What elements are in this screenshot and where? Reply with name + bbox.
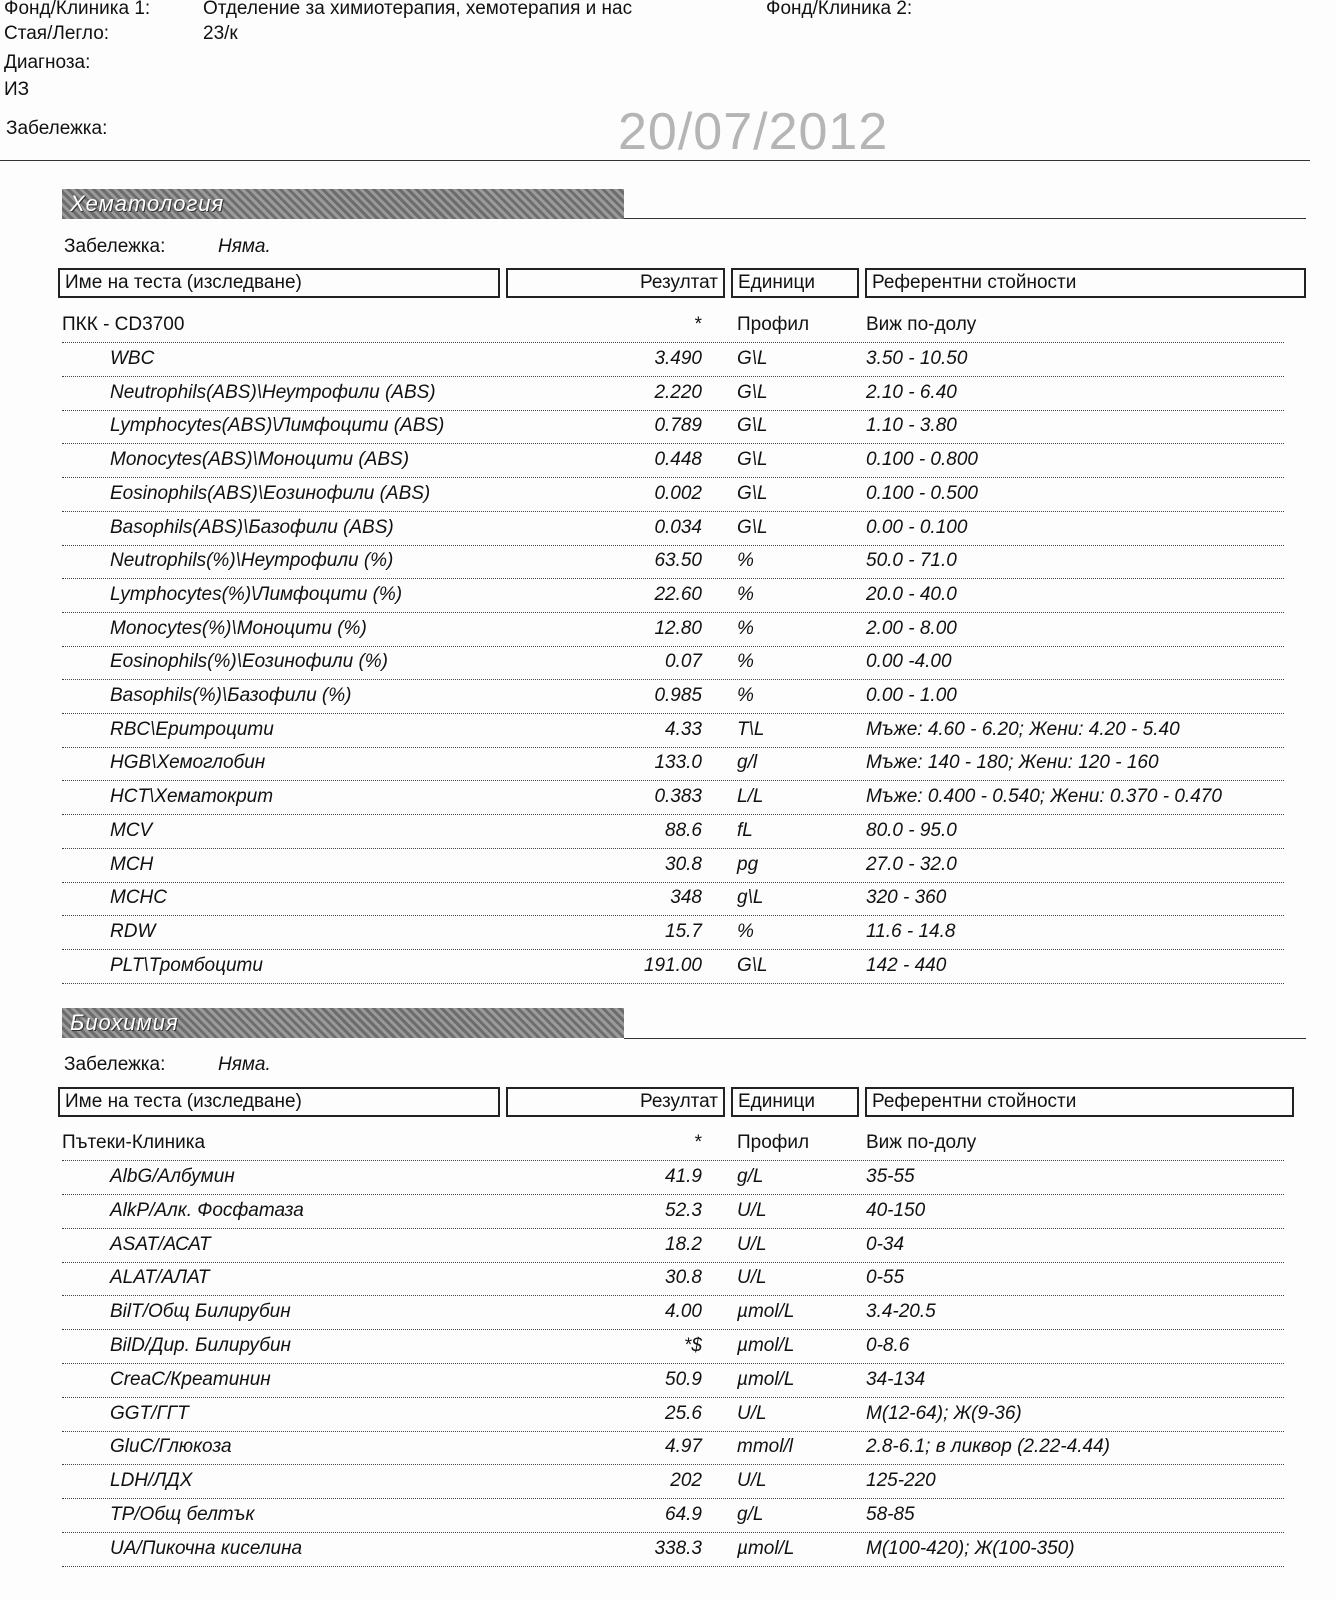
result-value: 30.8 [665,1267,702,1289]
fund1-label: Фонд/Клиника 1: [4,0,151,19]
reference-range: 40-150 [866,1199,926,1221]
unit: % [737,617,754,639]
group-ref: Виж по-долу [866,314,977,335]
reference-range: 1.10 - 3.80 [866,415,957,437]
test-name: HGB\Хемоглобин [110,752,266,774]
unit: G\L [737,415,768,437]
unit: g/l [737,752,758,774]
hema-col-test-name: Име на теста (изследване) [58,268,500,298]
result-value: 3.490 [654,348,702,369]
header-divider [0,160,1310,161]
unit: % [737,920,754,942]
group-name: ПКК - CD3700 [62,314,185,335]
table-row [62,1498,1284,1533]
result-value: 348 [670,887,702,909]
table-row [62,645,1284,680]
reference-range: 0.100 - 0.800 [866,449,978,471]
unit: % [737,651,754,673]
table-row [62,1261,1284,1296]
test-name: Basophils(ABS)\Базофили (ABS) [110,516,394,538]
hema-col-result: Резултат [506,268,725,298]
table-row [62,915,1284,950]
unit: T\L [737,718,765,740]
reference-range: 320 - 360 [866,887,947,909]
reference-range: 27.0 - 32.0 [866,853,957,875]
result-value: 4.33 [665,718,702,740]
table-row [62,477,1284,512]
unit: G\L [737,381,768,403]
test-name: Lymphocytes(ABS)\Лимфоцити (ABS) [110,415,445,437]
unit: % [737,583,754,605]
table-row [62,1295,1284,1330]
test-name: GGT/ГГТ [110,1402,189,1424]
table-row [62,376,1284,411]
reference-range: 2.8-6.1; в ликвор (2.22-4.44) [866,1436,1111,1458]
test-name: UA/Пикочна киселина [110,1537,303,1559]
table-row [62,746,1284,781]
result-value: 202 [670,1470,702,1492]
test-name: BilD/Дир. Билирубин [110,1335,291,1356]
reference-range: Мъже: 140 - 180; Жени: 120 - 160 [866,752,1159,774]
fund2-label: Фонд/Клиника 2: [766,0,913,19]
test-name: Basophils(%)\Базофили (%) [110,685,352,706]
test-name: Monocytes(%)\Моноцити (%) [110,617,367,639]
iz-label: ИЗ [4,79,30,100]
result-value: 2.220 [654,381,702,403]
reference-range: 125-220 [866,1470,936,1492]
test-name: AlbG/Албумин [110,1166,235,1187]
table-row [62,1397,1284,1432]
room-value: 23/к [203,23,238,44]
reference-range: 58-85 [866,1504,915,1525]
test-name: Neutrophils(%)\Неутрофили (%) [110,550,394,572]
reference-range: 34-134 [866,1368,926,1390]
biochemistry-banner: Биохимия [62,1008,624,1038]
unit: pg [737,853,759,875]
result-value: 0.07 [665,651,702,673]
test-name: RDW [110,920,156,942]
reference-range: 50.0 - 71.0 [866,550,957,572]
table-row [62,342,1284,377]
hematology-note-value: Няма. [218,236,271,257]
room-label: Стая/Легло: [4,23,110,44]
test-name: TP/Общ белтък [110,1504,255,1525]
result-value: 0.034 [654,516,702,538]
unit: U/L [737,1402,767,1424]
unit: G\L [737,516,768,538]
test-name: Lymphocytes(%)\Лимфоцити (%) [110,583,403,605]
hematology-rule [624,218,1306,219]
hema-col-units: Единици [731,268,859,298]
unit: µmol/L [737,1368,795,1390]
table-row [62,1329,1284,1364]
result-value: 0.448 [654,449,702,471]
bio-col-reference: Референтни стойности [865,1087,1294,1117]
result-value: 0.789 [654,415,702,437]
hema-col-reference: Референтни стойности [865,268,1306,298]
reference-range: 11.6 - 14.8 [866,920,956,942]
group-unit: Профил [737,314,810,335]
result-value: 64.9 [665,1504,702,1525]
note-label: Забележка: [6,118,108,139]
group-name: Пътеки-Клиника [62,1132,206,1153]
test-name: MCHC [110,887,167,909]
unit: % [737,685,754,706]
test-name: CreaC/Креатинин [110,1368,271,1390]
group-unit: Профил [737,1132,810,1153]
reference-range: 3.4-20.5 [866,1301,936,1323]
table-row [62,1430,1284,1465]
result-value: 4.97 [665,1436,702,1458]
test-name: Neutrophils(ABS)\Неутрофили (ABS) [110,381,436,403]
result-value: 0.002 [654,482,702,504]
table-row [62,1160,1284,1195]
table-row [62,713,1284,748]
hema-group-row [62,308,1284,343]
bio-col-units: Единици [731,1087,859,1117]
result-value: 133.0 [654,752,702,774]
result-value: 18.2 [665,1233,702,1255]
unit: U/L [737,1267,767,1289]
test-name: Monocytes(ABS)\Моноцити (ABS) [110,449,410,471]
result-value: 88.6 [665,819,702,841]
reference-range: Мъже: 4.60 - 6.20; Жени: 4.20 - 5.40 [866,718,1180,740]
bio-col-test-name: Име на теста (изследване) [58,1087,500,1117]
unit: g/L [737,1166,764,1187]
unit: µmol/L [737,1335,795,1356]
reference-range: 2.00 - 8.00 [866,617,957,639]
bio-col-result: Резултат [506,1087,725,1117]
reference-range: 0-34 [866,1233,905,1255]
unit: U/L [737,1470,767,1492]
result-value: 15.7 [665,920,702,942]
unit: g\L [737,887,764,909]
table-row [62,814,1284,849]
fund1-value: Отделение за химиотерапия, хемотерапия и нас [203,0,633,19]
unit: U/L [737,1233,767,1255]
biochemistry-rule [624,1038,1306,1039]
result-value: 63.50 [654,550,702,572]
table-row [62,881,1284,916]
unit: L/L [737,786,764,808]
test-name: WBC [110,348,155,369]
unit: g/L [737,1504,764,1525]
result-value: 0.383 [654,786,702,808]
unit: U/L [737,1199,767,1221]
table-row [62,1194,1284,1229]
table-row [62,780,1284,815]
group-value: * [694,1132,702,1153]
result-value: 25.6 [665,1402,702,1424]
unit: G\L [737,348,768,369]
result-value: 4.00 [665,1301,702,1323]
table-row [62,848,1284,883]
table-row [62,1532,1284,1567]
reference-range: М(12-64); Ж(9-36) [866,1402,1022,1424]
table-row [62,409,1284,444]
test-name: BilT/Общ Билирубин [110,1301,291,1323]
reference-range: 0.00 - 0.100 [866,516,968,538]
reference-range: 0-8.6 [866,1335,910,1356]
result-value: 22.60 [654,583,702,605]
unit: mmol/l [737,1436,793,1458]
table-row [62,612,1284,647]
result-value: 12.80 [654,617,702,639]
hematology-banner: Хематология [62,189,624,219]
reference-range: 0.00 - 1.00 [866,685,957,706]
result-value: 41.9 [665,1166,702,1187]
test-name: Eosinophils(%)\Еозинофили (%) [110,651,388,673]
table-row [62,544,1284,579]
table-row [62,679,1284,714]
reference-range: 142 - 440 [866,954,947,976]
result-value: 191.00 [643,954,702,976]
test-name: ALAT/АЛАТ [110,1267,210,1289]
table-row [62,1228,1284,1263]
reference-range: 3.50 - 10.50 [866,348,968,369]
test-name: PLT\Тромбоцити [110,954,263,976]
reference-range: М(100-420); Ж(100-350) [866,1537,1075,1559]
result-value: 0.985 [654,685,702,706]
result-value: *$ [684,1335,702,1356]
reference-range: Мъже: 0.400 - 0.540; Жени: 0.370 - 0.470 [866,786,1222,808]
reference-range: 20.0 - 40.0 [866,583,957,605]
reference-range: 80.0 - 95.0 [866,819,957,841]
unit: G\L [737,449,768,471]
result-value: 338.3 [654,1537,702,1559]
test-name: GluC/Глюкоза [110,1436,232,1458]
group-ref: Виж по-долу [866,1132,977,1153]
unit: % [737,550,754,572]
table-row [62,578,1284,613]
unit: G\L [737,954,768,976]
unit: G\L [737,482,768,504]
test-name: ASAT/АСАТ [110,1233,211,1255]
diagnosis-label: Диагноза: [4,52,91,73]
test-name: HCT\Хематокрит [110,786,274,808]
unit: µmol/L [737,1537,795,1559]
table-row [62,949,1284,984]
hematology-note-label: Забележка: [64,236,166,257]
reference-range: 2.10 - 6.40 [866,381,957,403]
result-value: 52.3 [665,1199,702,1221]
result-value: 30.8 [665,853,702,875]
table-row [62,511,1284,546]
reference-range: 0.100 - 0.500 [866,482,978,504]
test-name: Eosinophils(ABS)\Еозинофили (ABS) [110,482,431,504]
unit: fL [737,819,753,841]
table-row [62,443,1284,478]
date-stamp: 20/07/2012 [618,103,889,161]
biochemistry-note-value: Няма. [218,1054,271,1075]
table-row [62,1363,1284,1398]
biochemistry-note-label: Забележка: [64,1054,166,1075]
reference-range: 0-55 [866,1267,905,1289]
bio-group-row [62,1126,1284,1161]
test-name: MCH [110,853,154,875]
group-value: * [694,314,702,335]
test-name: AlkP/Алк. Фосфатаза [110,1199,304,1221]
reference-range: 35-55 [866,1166,915,1187]
test-name: RBC\Еритроцити [110,718,274,740]
test-name: MCV [110,819,153,841]
test-name: LDH/ЛДХ [110,1470,193,1492]
result-value: 50.9 [665,1368,702,1390]
table-row [62,1464,1284,1499]
reference-range: 0.00 -4.00 [866,651,952,673]
unit: µmol/L [737,1301,795,1323]
